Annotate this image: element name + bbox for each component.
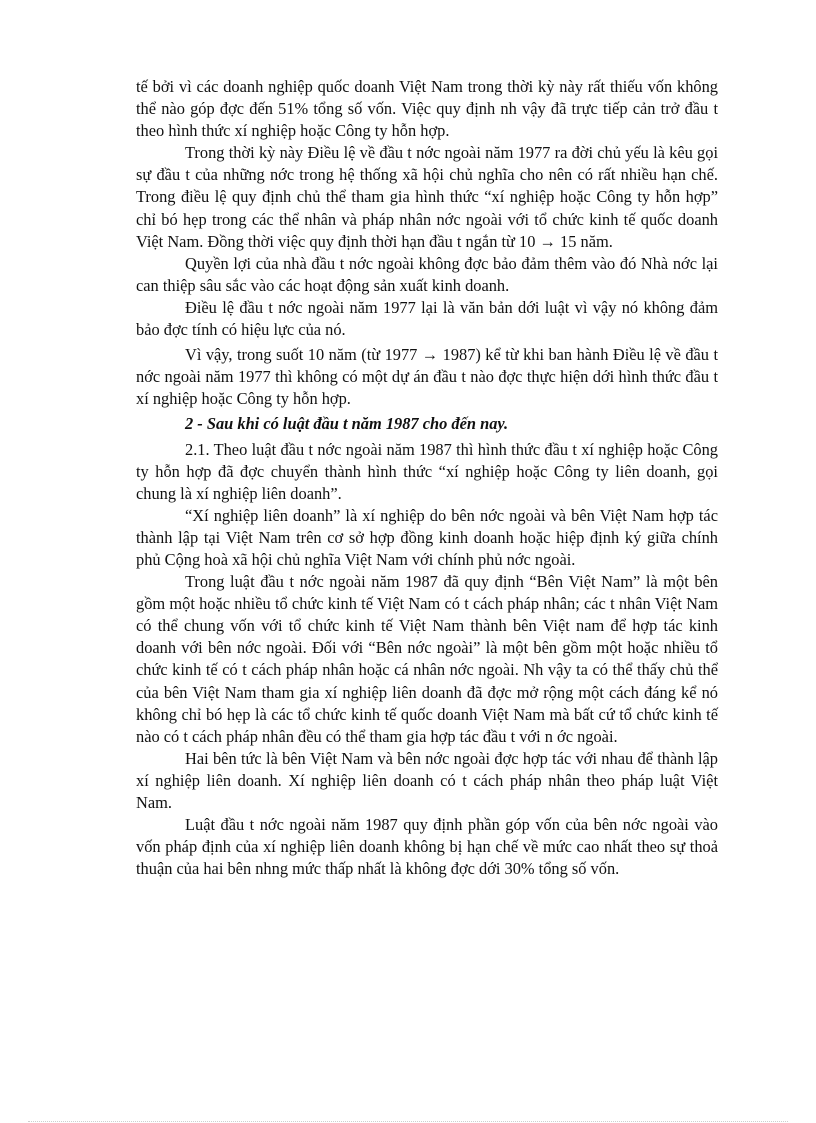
paragraph-ten-years: Vì vậy, trong suốt 10 năm (từ 1977 → 1987) kể từ khi ban hành Điều lệ về đầu t nớc ngoài năm 1977 thì không có một dự án đầu t nào đợc thực hiện dới hình thức đầu t xí nghiệp hoặc Công ty hỗn hợp.: [136, 345, 718, 409]
paragraph-1977-charter: Trong thời kỳ này Điều lệ về đầu t nớc ngoài năm 1977 ra đời chủ yếu là kêu gọi sự đầu t của những nớc trong hệ thống xã hội chủ nghĩa cho nên có rất nhiều hạn chế. Trong điều lệ quy định chủ thể tham gia hình thức “xí nghiệp hoặc Công ty hỗn hợp” chỉ bó hẹp trong các thể nhân và pháp nhân nớc ngoài với tổ chức kinh tế quốc doanh Việt Nam. Đồng thời việc quy định thời hạn đầu t ngắn từ 10 → 15 năm.: [136, 143, 718, 251]
paragraph-joint-venture-definition: “Xí nghiệp liên doanh” là xí nghiệp do bên nớc ngoài và bên Việt Nam hợp tác thành lập tại Việt Nam trên cơ sở hợp đồng kinh doanh hoặc hiệp định ký giữa chính phủ Cộng hoà xã hội chủ nghĩa Việt Nam với chính phủ nớc ngoài.: [136, 505, 718, 569]
paragraph-cooperation: Hai bên tức là bên Việt Nam và bên nớc ngoài đợc hợp tác với nhau để thành lập xí nghiệp liên doanh. Xí nghiệp liên doanh có t cách pháp nhân theo pháp luật Việt Nam.: [136, 748, 718, 812]
paragraph-continuation: tế bởi vì các doanh nghiệp quốc doanh Việt Nam trong thời kỳ này rất thiếu vốn không thể nào góp đợc đến 51% tổng số vốn. Việc quy định nh vậy đã trực tiếp cản trở đầu t theo hình thức xí nghiệp hoặc Công ty hỗn hợp.: [136, 77, 718, 141]
section-heading: 2 - Sau khi có luật đầu t năm 1987 cho đến nay.: [185, 414, 509, 434]
paragraph-legal-status: Điều lệ đầu t nớc ngoài năm 1977 lại là văn bản dới luật vì vậy nó không đảm bảo đợc tính có hiệu lực của nó.: [136, 297, 718, 340]
paragraph-investor-rights: Quyền lợi của nhà đầu t nớc ngoài không đợc bảo đảm thêm vào đó Nhà nớc lại can thiệp sâu sắc vào các hoạt động sản xuất kinh doanh.: [136, 253, 718, 295]
document-page: [136, 76, 718, 880]
paragraph-vietnamese-party: Trong luật đầu t nớc ngoài năm 1987 đã quy định “Bên Việt Nam” là một bên gồm một hoặc nhiều tổ chức kinh tế Việt Nam có t cách pháp nhân; các t nhân Việt Nam có thể chung vốn với tổ chức kinh tế Việt Nam thành bên Việt nam để hợp tác kinh doanh với bên nớc ngoài. Đối với “Bên nớc ngoài” là một bên gồm một hoặc nhiều tổ chức kinh tế có t cách pháp nhân hoặc cá nhân nớc ngoài. Nh vậy ta có thể thấy chủ thể của bên Việt Nam tham gia xí nghiệp liên doanh đã đợc mở rộng một cách đáng kể nó không chỉ bó hẹp là các tổ chức kinh tế quốc doanh Việt Nam mà bất cứ tổ chức kinh tế nào có t cách pháp nhân đều có thể tham gia hợp tác đầu t với n ớc ngoài.: [136, 572, 718, 746]
paragraph-2-1: 2.1. Theo luật đầu t nớc ngoài năm 1987 thì hình thức đầu t xí nghiệp hoặc Công ty hỗn hợp đã đợc chuyển thành hình thức “xí nghiệp hoặc Công ty liên doanh, gọi chung là xí nghiệp liên doanh”.: [136, 439, 718, 503]
page-bottom-rule: [28, 1121, 788, 1122]
paragraph-capital-contribution: Luật đầu t nớc ngoài năm 1987 quy định phần góp vốn của bên nớc ngoài vào vốn pháp định của xí nghiệp liên doanh không bị hạn chế về mức cao nhất theo sự thoả thuận của hai bên nhng mức thấp nhất là không đợc dới 30% tổng số vốn.: [136, 815, 718, 879]
